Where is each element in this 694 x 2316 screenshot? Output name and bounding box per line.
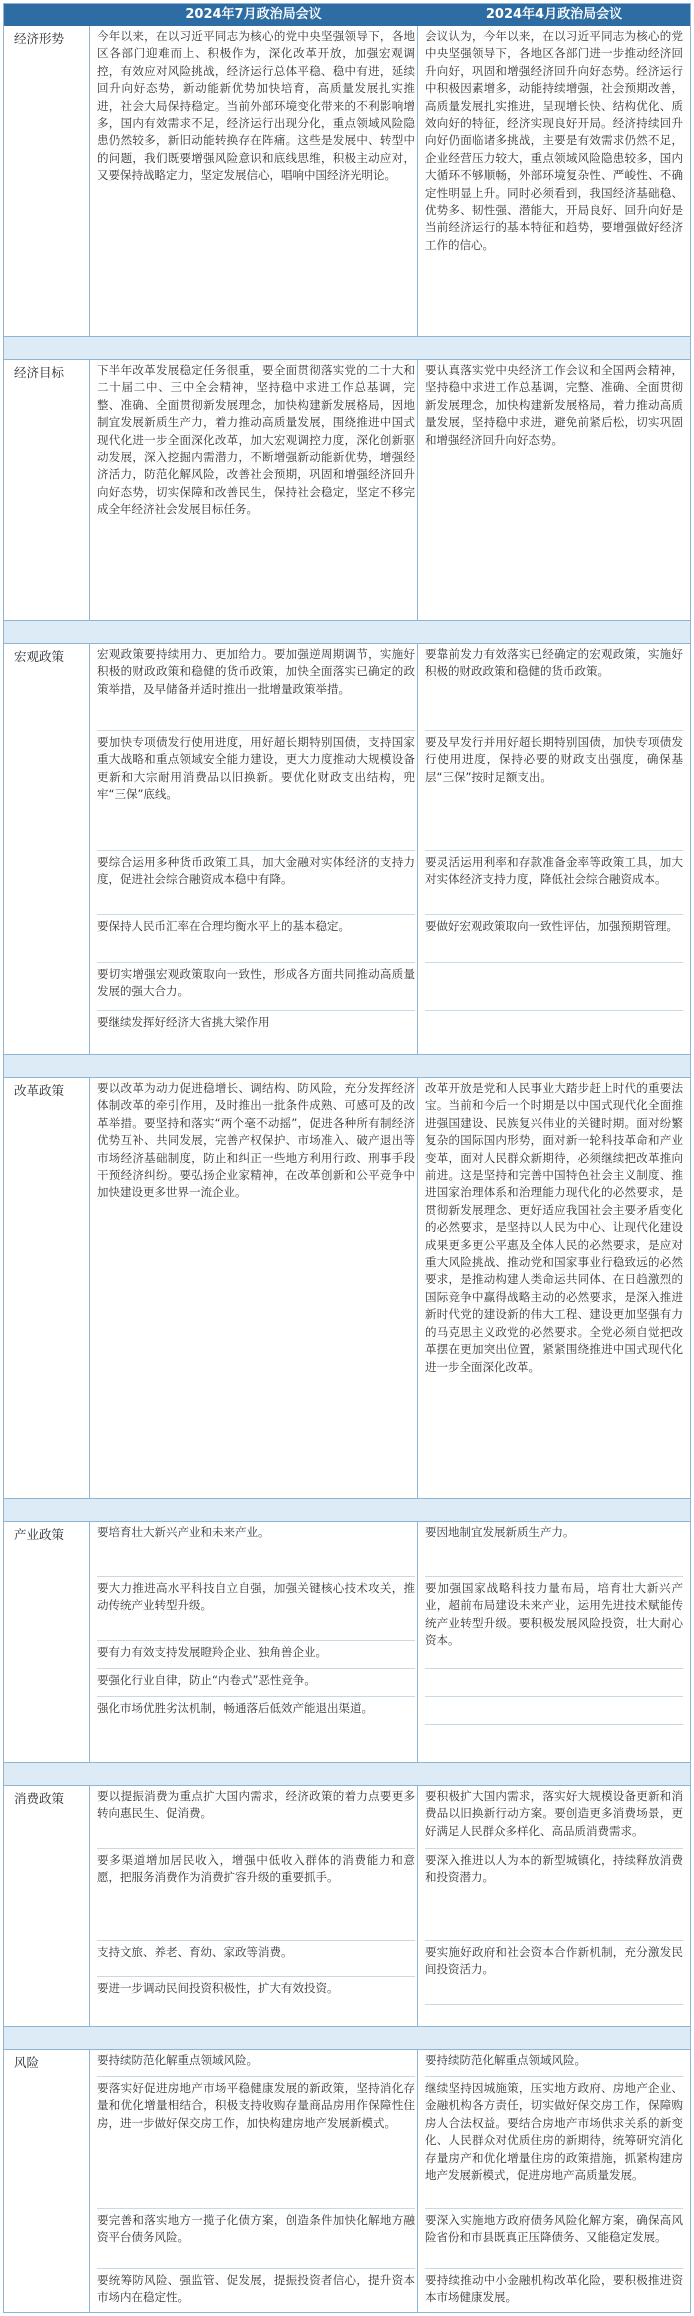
april-paragraph: 要因地制宜发展新质生产力。 xyxy=(425,1524,683,1577)
july-paragraph: 要持续防范化解重点领域风险。 xyxy=(97,2052,415,2077)
row-risk xyxy=(4,2050,690,2314)
july-paragraph: 要培育壮大新兴产业和未来产业。 xyxy=(97,1524,415,1577)
july-paragraph: 要继续发挥好经济大省挑大梁作用 xyxy=(97,1015,270,1029)
row-separator xyxy=(4,2026,690,2050)
april-cell xyxy=(425,1524,683,1762)
july-paragraph: 要落实好促进房地产市场平稳健康发展的新政策，坚持消化存量和优化增量相结合，积极支持收购存量商品房用作保障性住房，进一步做好保交房工作，加快构建房地产发展新模式。 xyxy=(97,2080,415,2209)
april-paragraph xyxy=(425,1672,683,1697)
july-paragraph: 要强化行业自律，防止“内卷式”恶性竞争。 xyxy=(97,1672,415,1697)
april-cell xyxy=(425,1080,683,1380)
category-label: 宏观政策 xyxy=(14,649,65,664)
july-paragraph: 要综合运用多种货币政策工具，加大金融对实体经济的支持力度，促进社会综合融资成本稳中有降。 xyxy=(97,854,415,915)
april-paragraph: 要深入推进以人为本的新型城镇化，持续释放消费和投资潜力。 xyxy=(425,1852,683,1941)
july-paragraph: 要完善和落实地方一揽子化债方案，创造条件加快化解地方融资平台债务风险。 xyxy=(97,2212,415,2269)
july-cell xyxy=(97,1524,415,1762)
row-industrial-policy xyxy=(4,1522,690,1762)
category-label: 经济目标 xyxy=(14,365,65,380)
april-paragraph: 要实施好政府和社会资本合作新机制，充分激发民间投资活力。 xyxy=(425,1944,683,2005)
july-cell xyxy=(97,1788,415,2026)
july-paragraph: 要切实增强宏观政策取向一致性，形成各方面共同推动高质量发展的强大合力。 xyxy=(97,966,415,1011)
july-cell xyxy=(97,646,415,1054)
april-paragraph: 要做好宏观政策取向一致性评估，加强预期管理。 xyxy=(425,918,683,963)
table-header xyxy=(4,4,690,26)
row-separator xyxy=(4,1054,690,1078)
july-paragraph: 今年以来，在以习近平同志为核心的党中央坚强领导下，各地区各部门迎难而上、积极作为，深化改革开放，加强宏观调控，有效应对风险挑战，经济运行总体平稳、稳中有进，延续回升向好态势，新动能新优势加快培育，高质量发展扎实推进，社会大局保持稳定。当前外部环境变化带来的不利影响增多，国内有效需求不足，经济运行出现分化，重点领域风险隐患仍然较多，新旧动能转换存在阵痛。这些是发展中、转型中的问题，我们既要增强风险意识和底线思维，积极主动应对，又要保持战略定力，坚定发展信心，唱响中国经济光明论。 xyxy=(97,29,415,183)
july-paragraph: 要以提振消费为重点扩大国内需求，经济政策的着力点要更多转向惠民生、促消费。 xyxy=(97,1788,415,1849)
april-cell xyxy=(425,1788,683,2026)
july-paragraph: 要加快专项债发行使用进度，用好超长期特别国债，支持国家重大战略和重点领域安全能力建设，更大力度推动大规模设备更新和大宗耐用消费品以旧换新。要优化财政支出结构，兜牢“三保”底线。 xyxy=(97,734,415,851)
april-paragraph: 要深入实施地方政府债务风险化解方案，确保高风险省份和市县既真正压降债务、又能稳定发展。 xyxy=(425,2212,683,2269)
april-paragraph xyxy=(425,2008,683,2022)
row-separator xyxy=(4,1762,690,1786)
july-cell xyxy=(97,1080,415,1206)
july-paragraph: 强化市场优胜劣汰机制，畅通落后低效产能退出渠道。 xyxy=(97,1701,373,1715)
april-cell xyxy=(425,362,683,453)
july-paragraph: 宏观政策要持续用力、更加给力。要加强逆周期调节，实施好积极的财政政策和稳健的货币政策，加快全面落实已确定的政策举措，及早储备并适时推出一批增量政策举措。 xyxy=(97,646,415,731)
july-paragraph: 要大力推进高水平科技自立自强，加强关键核心技术攻关，推动传统产业转型升级。 xyxy=(97,1580,415,1641)
row-separator xyxy=(4,620,690,644)
july-paragraph: 要保持人民币汇率在合理均衡水平上的基本稳定。 xyxy=(97,918,415,963)
april-paragraph: 要靠前发力有效落实已经确定的宏观政策，实施好积极的财政政策和稳健的货币政策。 xyxy=(425,646,683,731)
april-paragraph: 继续坚持因城施策，压实地方政府、房地产企业、金融机构各方责任，切实做好保交房工作，保障购房人合法权益。要结合房地产市场供求关系的新变化、人民群众对优质住房的新期待，统筹研究消化存量房产和优化增量住房的政策措施，抓紧构建房地产发展新模式，促进房地产高质量发展。 xyxy=(425,2080,683,2209)
header-april-2024: 2024年4月政治局会议 xyxy=(485,7,623,22)
april-paragraph: 要持续防范化解重点领域风险。 xyxy=(425,2052,683,2077)
row-consumption-policy xyxy=(4,1786,690,2026)
header-july-2024: 2024年7月政治局会议 xyxy=(185,7,322,22)
row-separator xyxy=(4,336,690,360)
row-reform-policy xyxy=(4,1078,690,1498)
april-cell xyxy=(425,646,683,1054)
row-economic-target xyxy=(4,360,690,620)
july-cell xyxy=(97,2052,415,2312)
april-paragraph xyxy=(425,1700,683,1725)
row-separator xyxy=(4,1498,690,1522)
category-label: 经济形势 xyxy=(14,31,65,46)
july-cell xyxy=(97,28,415,189)
category-label: 产业政策 xyxy=(14,1527,65,1542)
july-paragraph: 下半年改革发展稳定任务很重，要全面贯彻落实党的二十大和二十届二中、三中全会精神，坚持稳中求进工作总基调，完整、准确、全面贯彻新发展理念，加快构建新发展格局，因地制宜发展新质生产力，着力推动高质量发展，围绕推进中国式现代化进一步全面深化改革，加大宏观调控力度，深化创新驱动发展，深入挖掘内需潜力，不断增强新动能新优势，增强经济活力，防范化解风险，改善社会预期，巩固和增强经济回升向好态势，切实保障和改善民生，保持社会稳定，坚定不移完成全年经济社会发展目标任务。 xyxy=(97,363,415,517)
april-paragraph: 改革开放是党和人民事业大踏步赶上时代的重要法宝。当前和今后一个时期是以中国式现代化全面推进强国建设、民族复兴伟业的关键时期。面对纷繁复杂的国际国内形势，面对新一轮科技革命和产业变革，面对人民群众新期待，必须继续把改革推向前进。这是坚持和完善中国特色社会主义制度、推进国家治理体系和治理能力现代化的必然要求，是贯彻新发展理念、更好适应我国社会主要矛盾变化的必然要求，是坚持以人民为中心、让现代化建设成果更多更公平惠及全体人民的必然要求，是应对重大风险挑战、推动党和国家事业行稳致远的必然要求，是推动构建人类命运共同体、在日趋激烈的国际竞争中赢得战略主动的必然要求，是深入推进新时代党的建设新的伟大工程、建设更加坚强有力的马克思主义政党的必然要求。全党必须自觉把改革摆在更加突出位置，紧紧围绕推进中国式现代化进一步全面深化改革。 xyxy=(425,1081,683,1374)
july-paragraph: 要统筹防风险、强监管、促发展，提振投资者信心，提升资本市场内在稳定性。 xyxy=(97,2273,415,2305)
april-cell xyxy=(425,28,683,258)
row-macro-policy xyxy=(4,644,690,1054)
july-paragraph: 要多渠道增加居民收入，增强中低收入群体的消费能力和意愿，把服务消费作为消费扩容升级的重要抓手。 xyxy=(97,1852,415,1941)
july-paragraph: 支持文旅、养老、育幼、家政等消费。 xyxy=(97,1944,415,1977)
july-paragraph: 要以改革为动力促进稳增长、调结构、防风险，充分发挥经济体制改革的牵引作用，及时推出一批条件成熟、可感可及的改革举措。要坚持和落实“两个毫不动摇”，促进各种所有制经济优势互补、共同发展，完善产权保护、市场准入、破产退出等市场经济基础制度，防止和纠正一些地方利用行政、刑事手段干预经济纠纷。要弘扬企业家精神，在改革创新和公平竞争中加快建设更多世界一流企业。 xyxy=(97,1081,415,1200)
comparison-table xyxy=(3,3,691,2313)
category-label: 改革政策 xyxy=(14,1083,65,1098)
april-paragraph xyxy=(425,966,683,1011)
row-economic-situation xyxy=(4,26,690,336)
july-cell xyxy=(97,362,415,523)
april-paragraph: 要灵活运用利率和存款准备金率等政策工具，加大对实体经济支持力度，降低社会综合融资成本。 xyxy=(425,854,683,915)
category-label: 风险 xyxy=(14,2055,40,2070)
april-paragraph xyxy=(425,1014,683,1038)
category-label: 消费政策 xyxy=(14,1791,65,1806)
april-paragraph: 要认真落实党中央经济工作会议和全国两会精神，坚持稳中求进工作总基调，完整、准确、全面贯彻新发展理念，加快构建新发展格局，着力推动高质量发展，坚持稳中求进，避免前紧后松，切实巩固和增强经济回升向好态势。 xyxy=(425,363,683,447)
april-paragraph: 要加强国家战略科技力量布局，培育壮大新兴产业，超前布局建设未来产业，运用先进技术赋能传统产业转型升级。要积极发展风险投资，壮大耐心资本。 xyxy=(425,1580,683,1669)
april-paragraph xyxy=(425,1728,683,1752)
april-paragraph: 要及早发行并用好超长期特别国债，加快专项债发行使用进度，保持必要的财政支出强度，确保基层“三保”按时足额支出。 xyxy=(425,734,683,851)
april-cell xyxy=(425,2052,683,2312)
april-paragraph: 要积极扩大国内需求，落实好大规模设备更新和消费品以旧换新行动方案。要创造更多消费场景，更好满足人民群众多样化、高品质消费需求。 xyxy=(425,1788,683,1849)
july-paragraph: 要进一步调动民间投资积极性，扩大有效投资。 xyxy=(97,1981,339,1995)
july-paragraph: 要有力有效支持发展瞪羚企业、独角兽企业。 xyxy=(97,1644,415,1669)
april-paragraph: 要持续推动中小金融机构改革化险，要积极推进资本市场健康发展。 xyxy=(425,2273,683,2305)
april-paragraph: 会议认为，今年以来，在以习近平同志为核心的党中央坚强领导下，各地区各部门进一步推动经济回升向好，巩固和增强经济回升向好态势。经济运行中积极因素增多，动能持续增强，社会预期改善，高质量发展扎实推进，呈现增长快、结构优化、质效向好的特征，经济实现良好开局。经济持续回升向好仍面临诸多挑战，主要是有效需求仍然不足，企业经营压力较大，重点领域风险隐患较多，国内大循环不够顺畅，外部环境复杂性、严峻性、不确定性明显上升。同时必须看到，我国经济基础稳、优势多、韧性强、潜能大，开局良好、回升向好是当前经济运行的基本特征和趋势，要增强做好经济工作的信心。 xyxy=(425,29,683,252)
